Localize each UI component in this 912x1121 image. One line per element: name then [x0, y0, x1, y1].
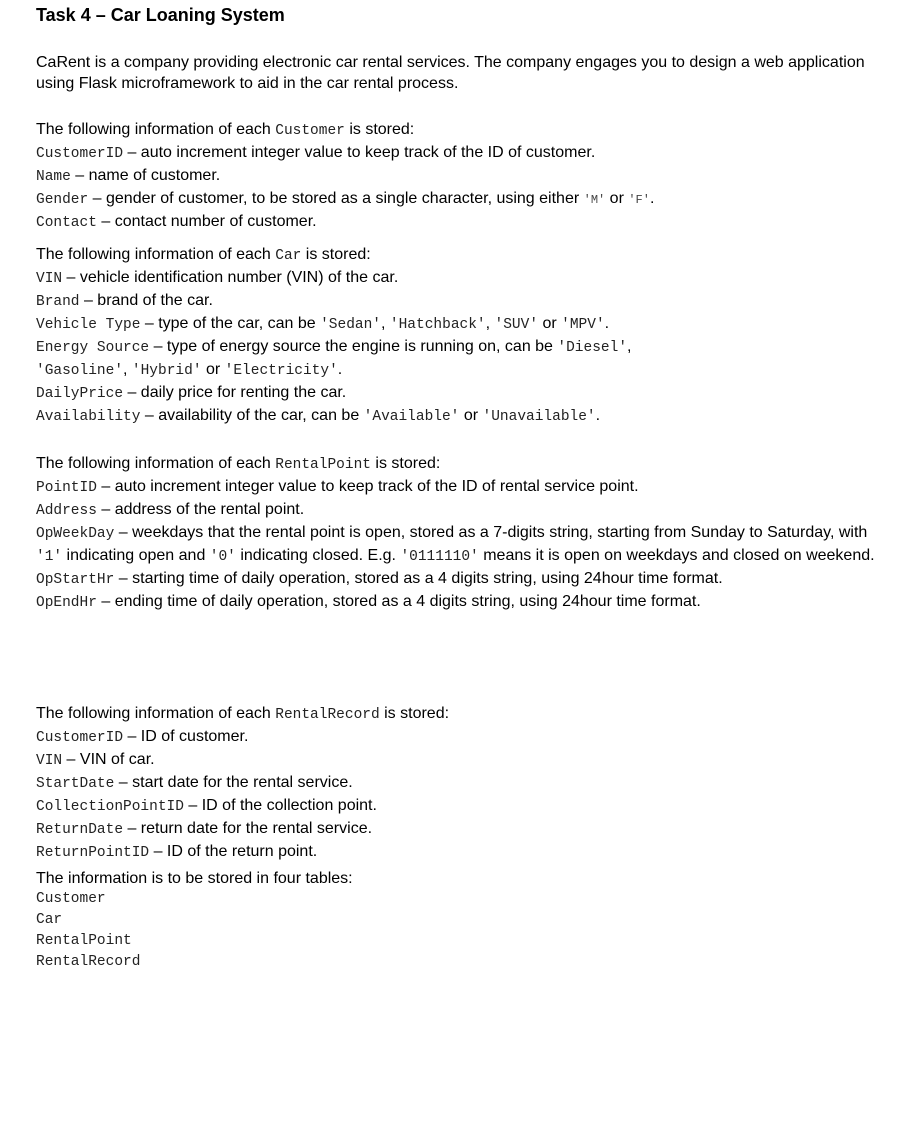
- rentalrecord-entity: RentalRecord: [275, 707, 380, 723]
- field-rr-returndate: ReturnDate – return date for the rental service.: [36, 820, 373, 838]
- field-opendhr: OpEndHr – ending time of daily operation, stored as a 4 digits string, using 24hour time format.: [36, 593, 701, 611]
- customer-section: [36, 119, 906, 234]
- customer-entity: Customer: [275, 123, 345, 139]
- field-rr-customerid: CustomerID – ID of customer.: [36, 728, 249, 746]
- field-availability: Availability – availability of the car, can be 'Available' or 'Unavailable'.: [36, 407, 601, 425]
- field-dailyprice: DailyPrice – daily price for renting the car.: [36, 384, 347, 402]
- intro-paragraph: CaRent is a company providing electronic car rental services. The company engages you to design a web application using Flask microframework to aid in the car rental process.: [36, 54, 865, 92]
- tables-section: [36, 868, 906, 973]
- field-address: Address – address of the rental point.: [36, 501, 305, 519]
- table-name-rentalrecord: RentalRecord: [36, 954, 141, 970]
- field-rr-vin: VIN – VIN of car.: [36, 751, 155, 769]
- task-title: Task 4 – Car Loaning System: [36, 5, 285, 25]
- field-vin: VIN – vehicle identification number (VIN) of the car.: [36, 269, 399, 287]
- rentalrecord-section: [36, 703, 906, 864]
- field-customerid: CustomerID – auto increment integer value to keep track of the ID of customer.: [36, 144, 596, 162]
- field-opweekday: OpWeekDay – weekdays that the rental point is open, stored as a 7-digits string, starting from Sunday to Saturday, with '1' indicating open and '0' indicating closed. E.g. '0111110' means it is open on weekdays and closed on weekend.: [36, 524, 875, 565]
- field-pointid: PointID – auto increment integer value to keep track of the ID of rental service point.: [36, 478, 639, 496]
- rentalpoint-section: [36, 453, 906, 614]
- field-rr-startdate: StartDate – start date for the rental service.: [36, 774, 353, 792]
- customer-lead: The following information of each Customer is stored:: [36, 121, 415, 139]
- tables-lead: The information is to be stored in four tables:: [36, 870, 353, 887]
- field-energy-source-cont: 'Gasoline', 'Hybrid' or 'Electricity'.: [36, 361, 343, 379]
- field-contact: Contact – contact number of customer.: [36, 213, 317, 231]
- car-lead: The following information of each Car is stored:: [36, 246, 371, 264]
- field-rr-returnpointid: ReturnPointID – ID of the return point.: [36, 843, 318, 861]
- table-name-car: Car: [36, 912, 63, 928]
- field-opstarthr: OpStartHr – starting time of daily operation, stored as a 4 digits string, using 24hour time format.: [36, 570, 723, 588]
- table-name-rentalpoint: RentalPoint: [36, 933, 132, 949]
- car-entity: Car: [275, 248, 302, 264]
- rentalpoint-lead: The following information of each RentalPoint is stored:: [36, 455, 441, 473]
- field-rr-collectionpointid: CollectionPointID – ID of the collection point.: [36, 797, 377, 815]
- field-vehicle-type: Vehicle Type – type of the car, can be 'Sedan', 'Hatchback', 'SUV' or 'MPV'.: [36, 315, 610, 333]
- rentalrecord-lead: The following information of each RentalRecord is stored:: [36, 705, 450, 723]
- field-brand: Brand – brand of the car.: [36, 292, 213, 310]
- table-name-customer: Customer: [36, 891, 106, 907]
- field-energy-source: Energy Source – type of energy source the engine is running on, can be 'Diesel',: [36, 338, 632, 356]
- rentalpoint-entity: RentalPoint: [275, 457, 371, 473]
- field-name: Name – name of customer.: [36, 167, 221, 185]
- field-gender: Gender – gender of customer, to be stored as a single character, using either 'M' or 'F'.: [36, 190, 655, 208]
- car-section: [36, 244, 906, 428]
